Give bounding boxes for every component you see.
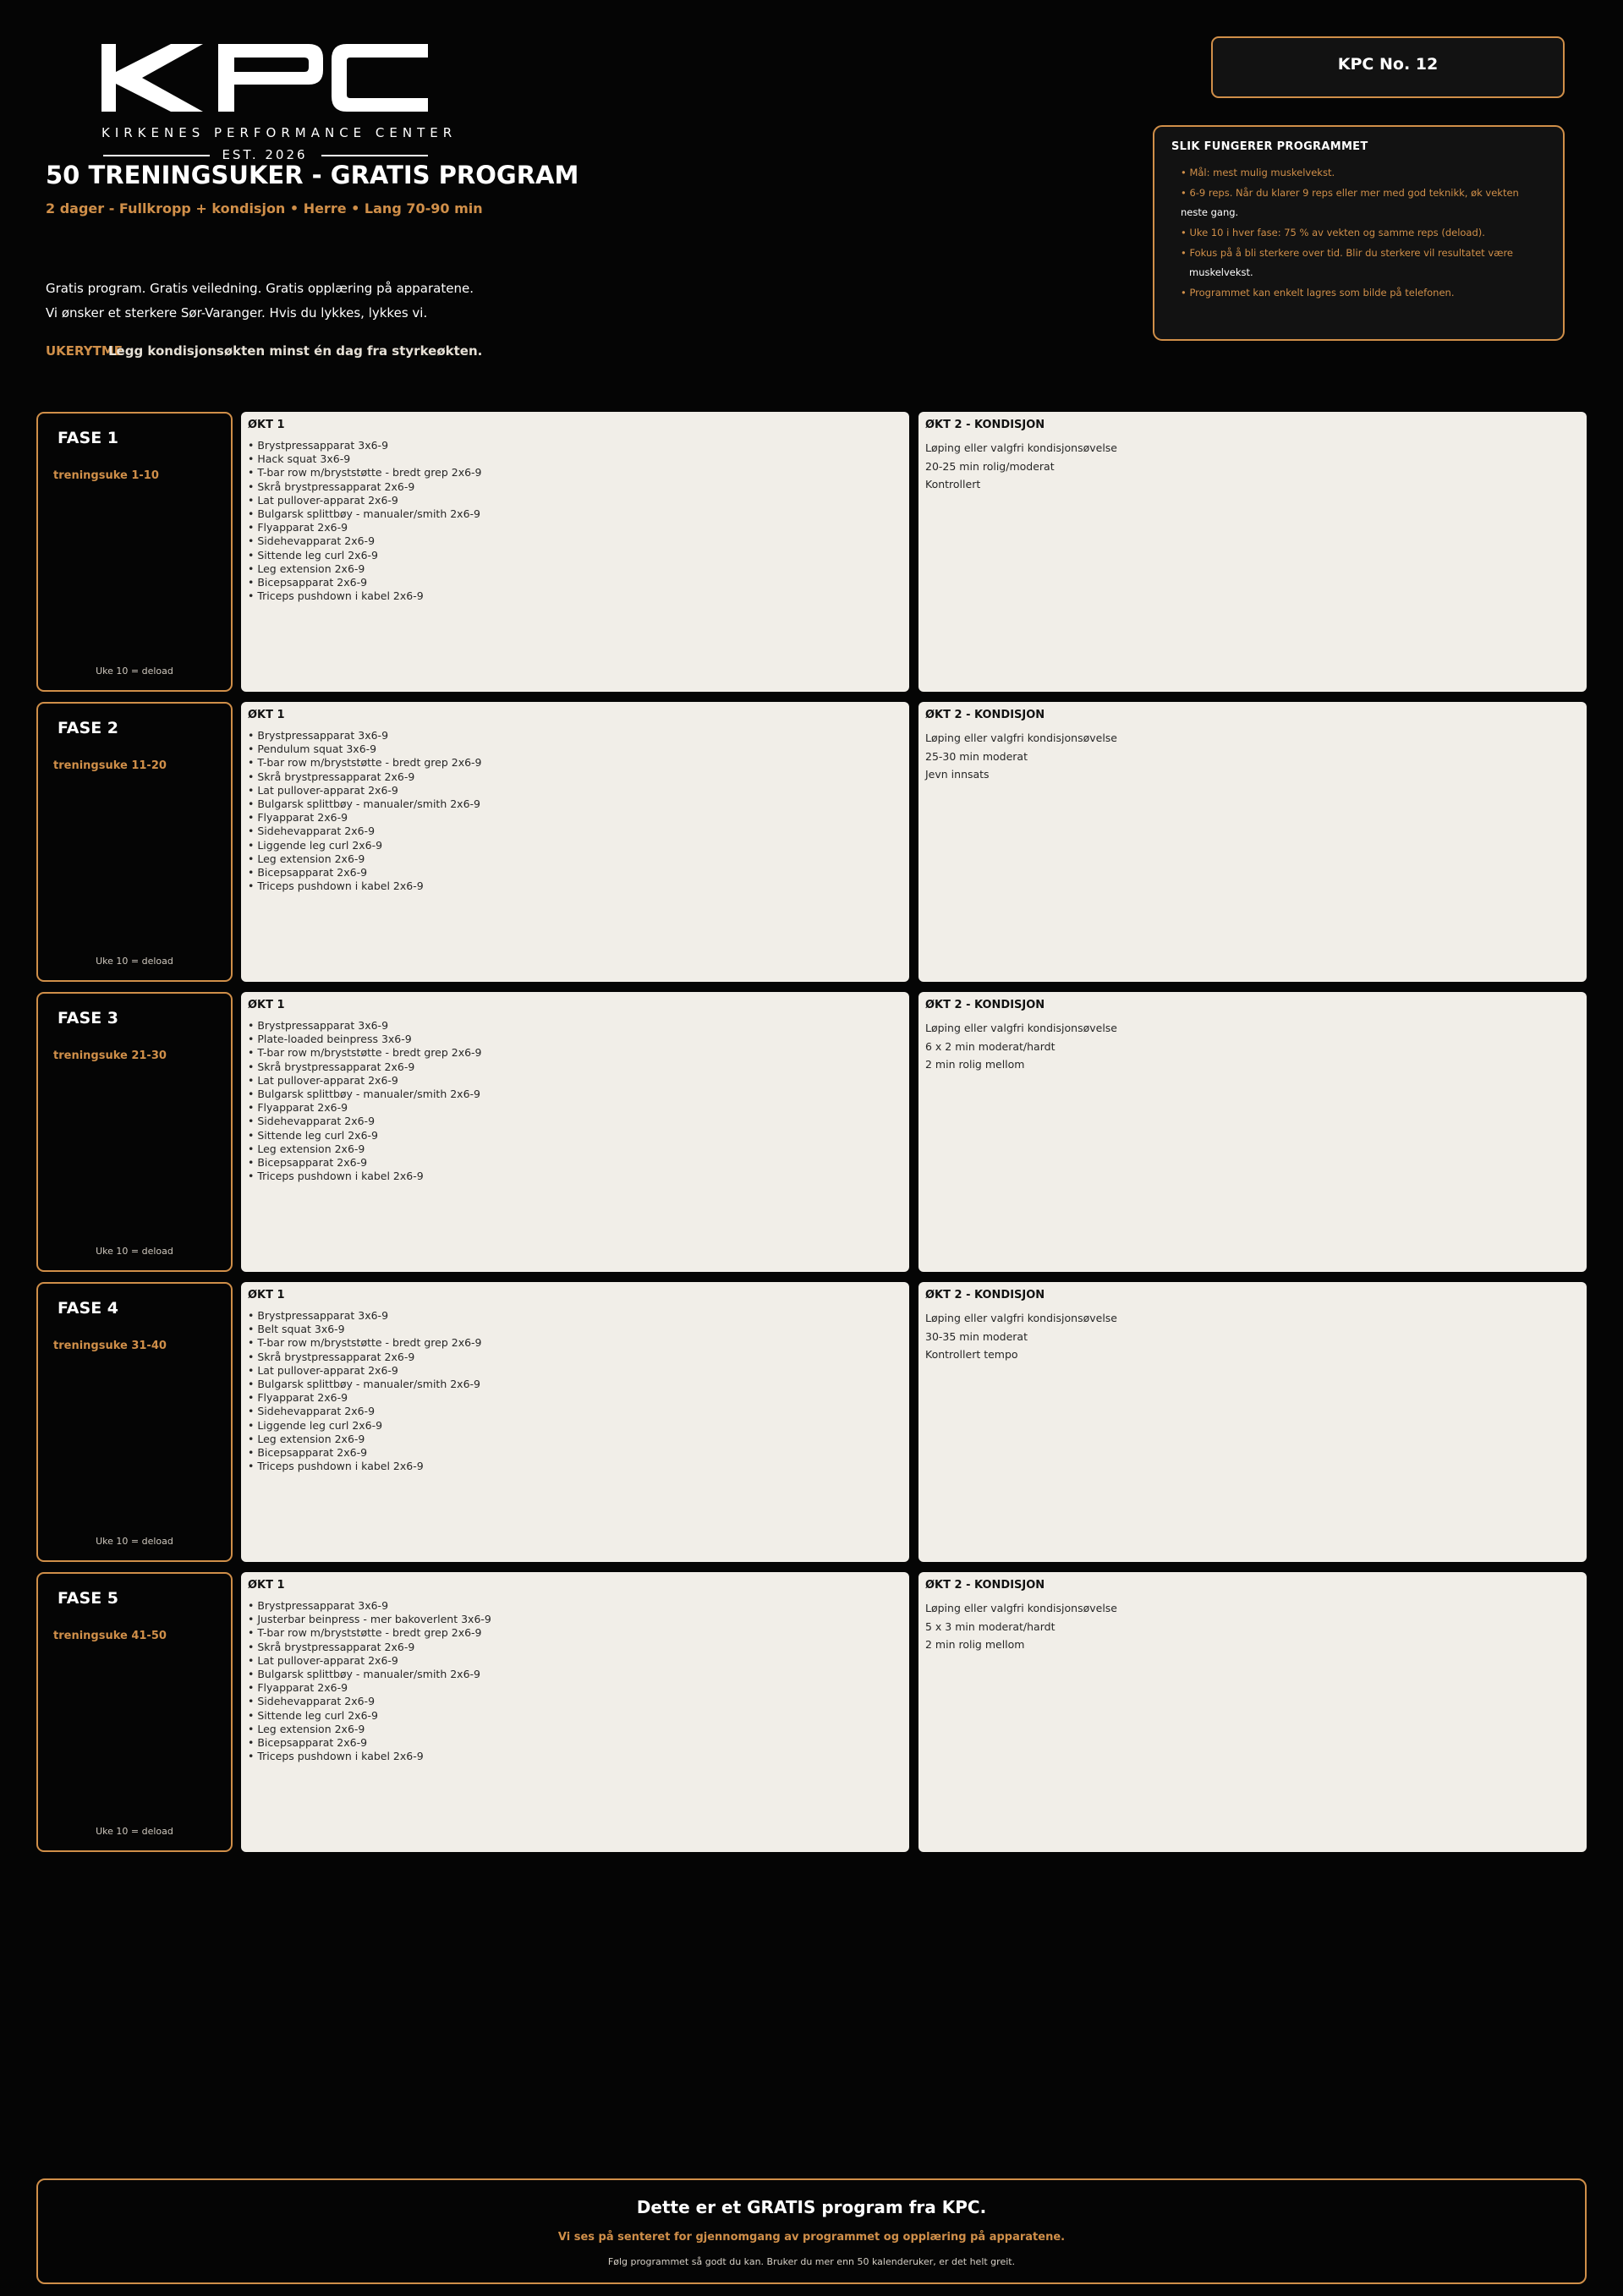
cardio-item: Kontrollert tempo <box>925 1348 1018 1361</box>
exercise-item: • Lat pullover-apparat 2x6-9 <box>248 493 398 507</box>
cardio-item: Løping eller valgfri kondisjonsøvelse <box>925 1312 1117 1324</box>
cardio-session-card <box>918 412 1587 692</box>
phase-card <box>36 992 233 1272</box>
cardio-list <box>925 1599 1580 1654</box>
cardio-item: 30-35 min moderat <box>925 1329 1028 1343</box>
phase-card <box>36 412 233 692</box>
session-title: ØKT 1 <box>248 1289 285 1301</box>
phase-card <box>36 1282 233 1562</box>
exercise-item: • Sittende leg curl 2x6-9 <box>248 1128 378 1142</box>
footer-note: Følg programmet så godt du kan. Bruker du mer enn 50 kalenderuker, er det helt greit. <box>607 2256 1016 2267</box>
cardio-item: Løping eller valgfri kondisjonsøvelse <box>925 1602 1117 1614</box>
phase-row <box>36 992 1587 1272</box>
weekly-rhythm <box>46 343 483 359</box>
phase-card <box>36 1572 233 1852</box>
phase-row <box>36 1282 1587 1562</box>
exercise-item: • Brystpressapparat 3x6-9 <box>248 729 389 742</box>
session-title: ØKT 1 <box>248 709 285 721</box>
cardio-list <box>925 1019 1580 1074</box>
strength-session-card <box>241 1282 909 1562</box>
exercise-item: • Leg extension 2x6-9 <box>248 1722 365 1735</box>
cardio-list <box>925 439 1580 494</box>
exercise-item: • Bulgarsk splittbøy - manualer/smith 2x6-9 <box>248 1378 480 1391</box>
exercise-item: • Liggende leg curl 2x6-9 <box>248 1418 383 1432</box>
exercise-item: • Triceps pushdown i kabel 2x6-9 <box>248 1460 424 1473</box>
exercise-item: • Lat pullover-apparat 2x6-9 <box>248 1073 398 1087</box>
exercise-item: • Hack squat 3x6-9 <box>248 452 351 466</box>
phase-name: FASE 2 <box>58 719 119 737</box>
phase-row <box>36 702 1587 982</box>
exercise-item: • Flyapparat 2x6-9 <box>248 811 348 825</box>
how-it-works-panel <box>1153 125 1565 341</box>
phase-row <box>36 1572 1587 1852</box>
intro-line-2: Vi ønsker et sterkere Sør-Varanger. Hvis du lykkes, lykkes vi. <box>46 305 428 321</box>
cardio-item: 6 x 2 min moderat/hardt <box>925 1039 1055 1053</box>
exercise-item: • Sittende leg curl 2x6-9 <box>248 1708 378 1722</box>
session-title: ØKT 2 - KONDISJON <box>925 999 1045 1011</box>
exercise-item: • T-bar row m/bryststøtte - bredt grep 2x6-9 <box>248 1626 482 1640</box>
exercise-list <box>248 729 902 893</box>
how-item-text: • Uke 10 i hver fase: 75 % av vekten og samme reps (deload). <box>1181 227 1485 238</box>
strength-session-card <box>241 992 909 1272</box>
page-title: 50 TRENINGSUKER - GRATIS PROGRAM <box>46 161 579 189</box>
exercise-item: • Skrå brystpressapparat 2x6-9 <box>248 479 415 493</box>
exercise-item: • Sittende leg curl 2x6-9 <box>248 548 378 562</box>
exercise-list <box>248 1309 902 1473</box>
exercise-item: • Brystpressapparat 3x6-9 <box>248 1019 389 1032</box>
phase-deload-note: Uke 10 = deload <box>96 1536 173 1547</box>
phase-deload-note: Uke 10 = deload <box>96 1826 173 1837</box>
session-title: ØKT 2 - KONDISJON <box>925 419 1045 431</box>
kpc-number-badge: KPC No. 12 <box>1211 36 1565 98</box>
page-subtitle: 2 dager - Fullkropp + kondisjon • Herre • Lang 70-90 min <box>46 200 483 216</box>
phase-weeks: treningsuke 41-50 <box>53 1630 167 1642</box>
exercise-item: • Skrå brystpressapparat 2x6-9 <box>248 1350 415 1363</box>
phase-name: FASE 4 <box>58 1299 119 1318</box>
cardio-item: Løping eller valgfri kondisjonsøvelse <box>925 1022 1117 1034</box>
how-item <box>1171 283 1546 303</box>
exercise-item: • Leg extension 2x6-9 <box>248 852 365 865</box>
exercise-item: • Triceps pushdown i kabel 2x6-9 <box>248 589 424 603</box>
exercise-item: • Leg extension 2x6-9 <box>248 562 365 575</box>
exercise-item: • Flyapparat 2x6-9 <box>248 1391 348 1405</box>
exercise-item: • Flyapparat 2x6-9 <box>248 1101 348 1115</box>
phase-name: FASE 1 <box>58 429 119 447</box>
phase-deload-note: Uke 10 = deload <box>96 1246 173 1257</box>
intro-line-1: Gratis program. Gratis veiledning. Gratis opplæring på apparatene. <box>46 281 474 296</box>
phase-weeks: treningsuke 11-20 <box>53 759 167 772</box>
exercise-item: • Sidehevapparat 2x6-9 <box>248 534 376 548</box>
exercise-item: • Pendulum squat 3x6-9 <box>248 743 377 756</box>
phase-name: FASE 3 <box>58 1009 119 1027</box>
cardio-session-card <box>918 1572 1587 1852</box>
cardio-session-card <box>918 1282 1587 1562</box>
footer-banner <box>36 2178 1587 2284</box>
how-item <box>1171 184 1546 222</box>
session-title: ØKT 2 - KONDISJON <box>925 709 1045 721</box>
phase-card <box>36 702 233 982</box>
exercise-item: • Bulgarsk splittbøy - manualer/smith 2x6-9 <box>248 507 480 521</box>
phase-row <box>36 412 1587 692</box>
strength-session-card <box>241 412 909 692</box>
exercise-item: • Bicepsapparat 2x6-9 <box>248 1736 368 1750</box>
exercise-item: • Sidehevapparat 2x6-9 <box>248 825 376 838</box>
cardio-list <box>925 1309 1580 1364</box>
exercise-item: • Justerbar beinpress - mer bakoverlent 3x6-9 <box>248 1613 491 1626</box>
exercise-item: • Sidehevapparat 2x6-9 <box>248 1115 376 1128</box>
exercise-item: • Triceps pushdown i kabel 2x6-9 <box>248 1170 424 1183</box>
cardio-item: Jevn innsats <box>925 768 990 781</box>
how-item-text: • Programmet kan enkelt lagres som bilde på telefonen. <box>1181 287 1455 299</box>
exercise-item: • Bicepsapparat 2x6-9 <box>248 866 368 879</box>
how-item <box>1171 244 1546 282</box>
exercise-item: • Lat pullover-apparat 2x6-9 <box>248 783 398 797</box>
exercise-item: • Triceps pushdown i kabel 2x6-9 <box>248 879 424 893</box>
how-item <box>1171 163 1546 183</box>
footer-title: Dette er et GRATIS program fra KPC. <box>636 2197 987 2217</box>
footer-subtitle: Vi ses på senteret for gjennomgang av programmet og opplæring på apparatene. <box>557 2231 1066 2244</box>
est-divider-right <box>321 155 428 156</box>
exercise-item: • T-bar row m/bryststøtte - bredt grep 2x6-9 <box>248 1046 482 1060</box>
exercise-item: • Bicepsapparat 2x6-9 <box>248 1446 368 1460</box>
kpc-logo-letters <box>101 44 428 112</box>
exercise-list <box>248 1019 902 1183</box>
brand-est-text: EST. 2026 <box>222 147 308 162</box>
exercise-item: • Sidehevapparat 2x6-9 <box>248 1405 376 1418</box>
strength-session-card <box>241 1572 909 1852</box>
phase-name: FASE 5 <box>58 1589 119 1608</box>
how-item-text: • 6-9 reps. Når du klarer 9 reps eller mer med god teknikk, øk vekten <box>1181 187 1519 199</box>
exercise-item: • Liggende leg curl 2x6-9 <box>248 838 383 852</box>
cardio-session-card <box>918 702 1587 982</box>
cardio-item: 2 min rolig mellom <box>925 1058 1025 1071</box>
cardio-item: 20-25 min rolig/moderat <box>925 459 1055 473</box>
exercise-item: • Brystpressapparat 3x6-9 <box>248 439 389 452</box>
exercise-item: • Leg extension 2x6-9 <box>248 1432 365 1445</box>
exercise-item: • Brystpressapparat 3x6-9 <box>248 1599 389 1612</box>
exercise-item: • Sidehevapparat 2x6-9 <box>248 1695 376 1708</box>
exercise-list <box>248 1599 902 1763</box>
cardio-item: 25-30 min moderat <box>925 749 1028 763</box>
session-title: ØKT 1 <box>248 419 285 431</box>
exercise-item: • Belt squat 3x6-9 <box>248 1323 345 1336</box>
weekly-rhythm-label: UKERYTME <box>46 343 123 359</box>
phase-weeks: treningsuke 1-10 <box>53 469 159 482</box>
exercise-item: • Flyapparat 2x6-9 <box>248 521 348 534</box>
exercise-item: • T-bar row m/bryststøtte - bredt grep 2x6-9 <box>248 1336 482 1350</box>
exercise-item: • Skrå brystpressapparat 2x6-9 <box>248 1060 415 1073</box>
strength-session-card <box>241 702 909 982</box>
session-title: ØKT 2 - KONDISJON <box>925 1289 1045 1301</box>
exercise-item: • Bicepsapparat 2x6-9 <box>248 576 368 589</box>
exercise-item: • T-bar row m/bryststøtte - bredt grep 2x6-9 <box>248 466 482 479</box>
exercise-item: • Lat pullover-apparat 2x6-9 <box>248 1363 398 1377</box>
phase-deload-note: Uke 10 = deload <box>96 666 173 677</box>
how-item <box>1171 223 1546 243</box>
cardio-item: 2 min rolig mellom <box>925 1638 1025 1651</box>
exercise-item: • Skrå brystpressapparat 2x6-9 <box>248 770 415 783</box>
cardio-item: Løping eller valgfri kondisjonsøvelse <box>925 732 1117 744</box>
cardio-item: 5 x 3 min moderat/hardt <box>925 1619 1055 1633</box>
exercise-item: • Flyapparat 2x6-9 <box>248 1681 348 1695</box>
cardio-item: Kontrollert <box>925 478 981 490</box>
exercise-item: • Skrå brystpressapparat 2x6-9 <box>248 1640 415 1653</box>
cardio-session-card <box>918 992 1587 1272</box>
how-item-text: • Mål: mest mulig muskelvekst. <box>1181 167 1335 178</box>
session-title: ØKT 2 - KONDISJON <box>925 1579 1045 1592</box>
how-it-works-title: SLIK FUNGERER PROGRAMMET <box>1171 140 1368 153</box>
phase-weeks: treningsuke 31-40 <box>53 1340 167 1352</box>
how-item-text: • Fokus på å bli sterkere over tid. Blir du sterkere vil resultatet være <box>1181 247 1513 259</box>
exercise-item: • Bulgarsk splittbøy - manualer/smith 2x6-9 <box>248 1668 480 1681</box>
exercise-item: • Bulgarsk splittbøy - manualer/smith 2x6-9 <box>248 1088 480 1101</box>
exercise-item: • Triceps pushdown i kabel 2x6-9 <box>248 1750 424 1763</box>
exercise-item: • Bicepsapparat 2x6-9 <box>248 1156 368 1170</box>
exercise-item: • Brystpressapparat 3x6-9 <box>248 1309 389 1322</box>
cardio-item: Løping eller valgfri kondisjonsøvelse <box>925 441 1117 454</box>
exercise-item: • T-bar row m/bryststøtte - bredt grep 2x6-9 <box>248 756 482 770</box>
exercise-item: • Leg extension 2x6-9 <box>248 1142 365 1155</box>
kpc-logo <box>101 44 458 162</box>
phase-weeks: treningsuke 21-30 <box>53 1049 167 1062</box>
exercise-item: • Lat pullover-apparat 2x6-9 <box>248 1653 398 1667</box>
phase-deload-note: Uke 10 = deload <box>96 956 173 967</box>
brand-name: KIRKENES PERFORMANCE CENTER <box>101 125 458 140</box>
weekly-rhythm-text: Legg kondisjonsøkten minst én dag fra styrkeøkten. <box>108 343 483 359</box>
exercise-item: • Bulgarsk splittbøy - manualer/smith 2x6-9 <box>248 797 480 811</box>
session-title: ØKT 1 <box>248 1579 285 1592</box>
cardio-list <box>925 729 1580 784</box>
session-title: ØKT 1 <box>248 999 285 1011</box>
how-item-text-continued: neste gang. <box>1181 206 1239 218</box>
how-item-text-continued: muskelvekst. <box>1189 266 1253 278</box>
exercise-item: • Plate-loaded beinpress 3x6-9 <box>248 1033 412 1046</box>
exercise-list <box>248 439 902 603</box>
